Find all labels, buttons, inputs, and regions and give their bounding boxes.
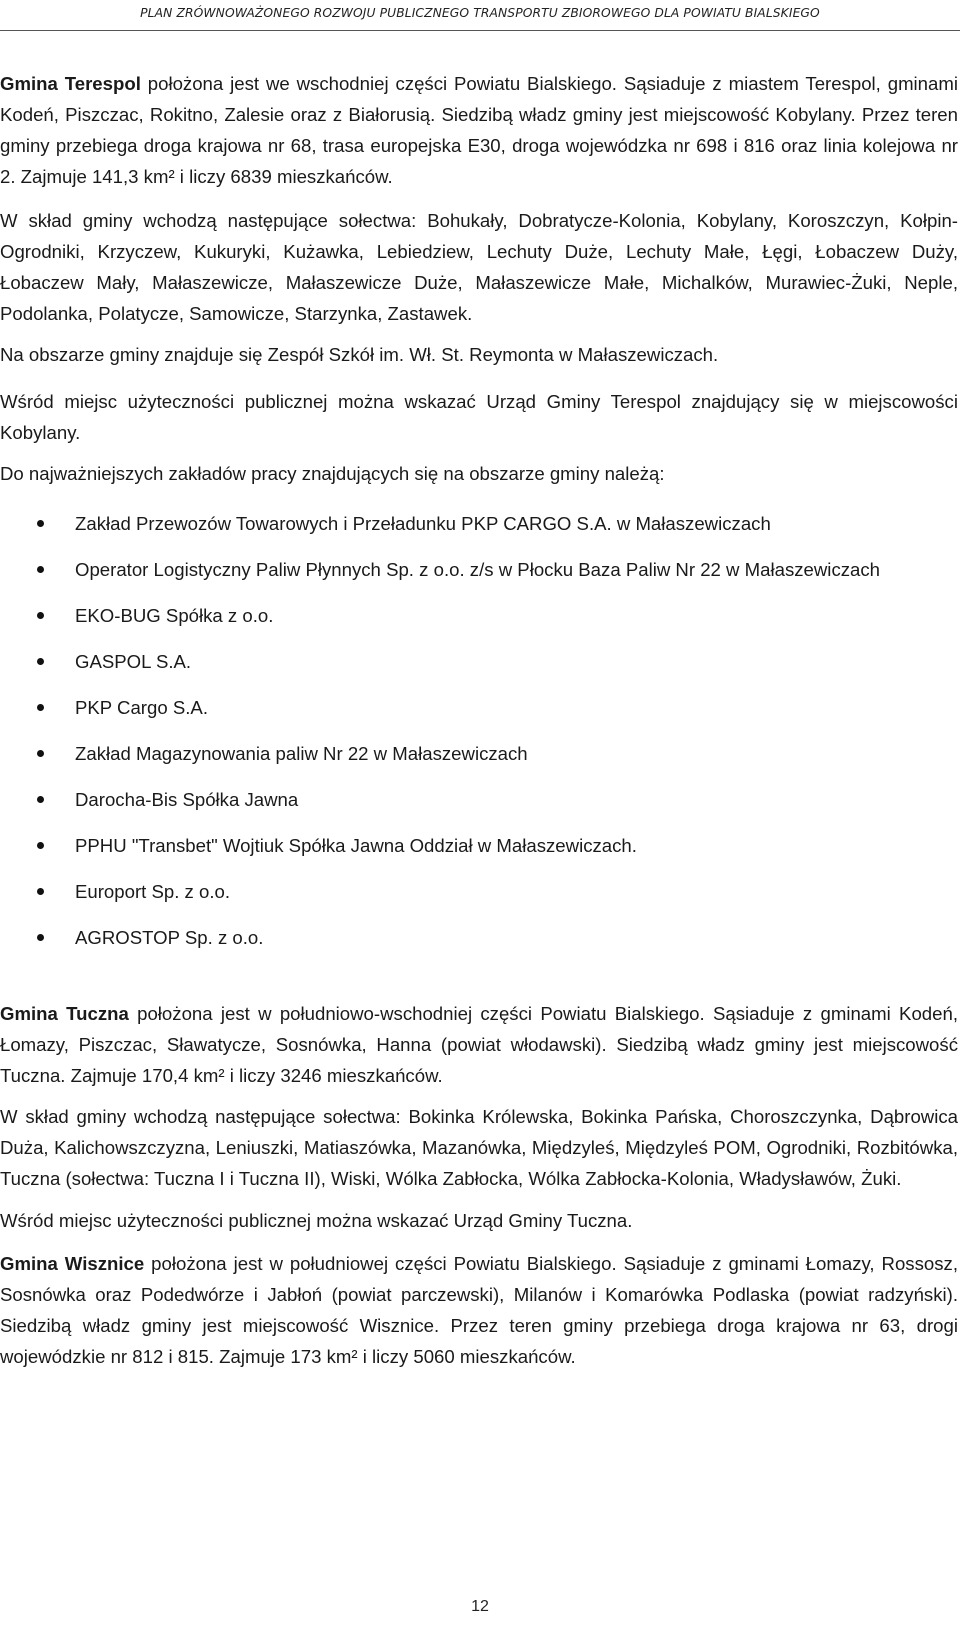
terespol-employers-intro: Do najważniejszych zakładów pracy znajdujących się na obszarze gminy należą:	[0, 463, 665, 484]
tuczna-intro-paragraph	[0, 998, 958, 1091]
list-item	[0, 784, 958, 815]
list-item-text: GASPOL S.A.	[75, 651, 192, 672]
terespol-employers-list	[0, 508, 958, 953]
list-item	[0, 876, 958, 907]
page-header	[0, 0, 960, 30]
list-item	[0, 738, 958, 769]
bullet-icon	[37, 796, 44, 803]
bullet-icon	[37, 888, 44, 895]
bullet-icon	[37, 612, 44, 619]
terespol-school-paragraph: Na obszarze gminy znajduje się Zespół Szkół im. Wł. St. Reymonta w Małaszewiczach.	[0, 344, 719, 365]
bullet-icon	[37, 704, 44, 711]
list-item	[0, 600, 958, 631]
terespol-intro-text: położona jest we wschodniej części Powiatu Bialskiego. Sąsiaduje z miastem Terespol, gminami Kodeń, Piszczac, Rokitno, Zalesie oraz z Białorusią. Siedzibą władz gminy jest miejscowość Kobylany. Przez teren gminy przebiega droga krajowa nr 68, trasa europejska E30, droga wojewódzka nr 698 i 816 oraz linia kolejowa nr 2. Zajmuje 141,3 km² i liczy 6839 mieszkańców.	[0, 73, 958, 187]
list-item-text: EKO-BUG Spółka z o.o.	[75, 605, 274, 626]
terespol-name: Gmina Terespol	[0, 73, 141, 94]
bullet-icon	[37, 934, 44, 941]
bullet-icon	[37, 566, 44, 573]
list-item-text: PPHU "Transbet" Wojtiuk Spółka Jawna Oddział w Małaszewiczach.	[75, 835, 637, 856]
terespol-public-places-paragraph: Wśród miejsc użyteczności publicznej można wskazać Urząd Gminy Terespol znajdujący się w miejscowości Kobylany.	[0, 391, 958, 443]
document-body	[0, 68, 958, 1372]
page-number: 12	[471, 1598, 489, 1615]
list-item	[0, 830, 958, 861]
tuczna-intro-text: położona jest w południowo-wschodniej części Powiatu Bialskiego. Sąsiaduje z gminami Kodeń, Łomazy, Piszczac, Sławatycze, Sosnówka, Hanna (powiat włodawski). Siedzibą władz gminy jest miejscowość Tuczna. Zajmuje 170,4 km² i liczy 3246 mieszkańców.	[0, 1003, 958, 1086]
bullet-icon	[37, 750, 44, 757]
list-item-text: Operator Logistyczny Paliw Płynnych Sp. z o.o. z/s w Płocku Baza Paliw Nr 22 w Małaszewiczach	[75, 559, 881, 580]
list-item	[0, 646, 958, 677]
terespol-intro-paragraph	[0, 68, 958, 192]
list-item-text: PKP Cargo S.A.	[75, 697, 208, 718]
list-item	[0, 922, 958, 953]
document-title: PLAN ZRÓWNOWAŻONEGO ROZWOJU PUBLICZNEGO TRANSPORTU ZBIOROWEGO DLA POWIATU BIALSKIEGO	[140, 6, 820, 20]
list-item	[0, 692, 958, 723]
list-item	[0, 554, 958, 585]
list-item-text: Europort Sp. z o.o.	[75, 881, 231, 902]
header-rule	[0, 30, 960, 31]
wisznice-name: Gmina Wisznice	[0, 1253, 145, 1274]
bullet-icon	[37, 658, 44, 665]
list-item-text: AGROSTOP Sp. z o.o.	[75, 927, 264, 948]
tuczna-solectwa-paragraph: W skład gminy wchodzą następujące sołectwa: Bokinka Królewska, Bokinka Pańska, Choroszczynka, Dąbrowica Duża, Kalichowszczyzna, Leniuszki, Matiaszówka, Mazanówka, Międzyleś, Międzyleś POM, Ogrodniki, Rozbitówka, Tuczna (sołectwa: Tuczna I i Tuczna II), Wiski, Wólka Zabłocka, Wólka Zabłocka-Kolonia, Władysławów, Żuki.	[0, 1106, 958, 1189]
wisznice-intro-paragraph	[0, 1248, 958, 1372]
tuczna-name: Gmina Tuczna	[0, 1003, 129, 1024]
list-item-text: Zakład Przewozów Towarowych i Przeładunku PKP CARGO S.A. w Małaszewiczach	[75, 513, 771, 534]
bullet-icon	[37, 520, 44, 527]
list-item	[0, 508, 958, 539]
tuczna-public-places-paragraph: Wśród miejsc użyteczności publicznej można wskazać Urząd Gminy Tuczna.	[0, 1210, 633, 1231]
terespol-solectwa-paragraph: W skład gminy wchodzą następujące sołectwa: Bohukały, Dobratycze-Kolonia, Kobylany, Koroszczyn, Kołpin-Ogrodniki, Krzyczew, Kukuryki, Kużawka, Lebiedziew, Lechuty Duże, Lechuty Małe, Łęgi, Łobaczew Duży, Łobaczew Mały, Małaszewicze, Małaszewicze Duże, Małaszewicze Małe, Michalków, Murawiec-Żuki, Neple, Podolanka, Polatycze, Samowicze, Starzynka, Zastawek.	[0, 210, 958, 324]
bullet-icon	[37, 842, 44, 849]
list-item-text: Zakład Magazynowania paliw Nr 22 w Małaszewiczach	[75, 743, 528, 764]
list-item-text: Darocha-Bis Spółka Jawna	[75, 789, 299, 810]
wisznice-intro-text: położona jest w południowej części Powiatu Bialskiego. Sąsiaduje z gminami Łomazy, Rossosz, Sosnówka oraz Podedwórze i Jabłoń (powiat parczewski), Milanów i Komarówka Podlaska (powiat radzyński). Siedzibą władz gminy jest miejscowość Wisznice. Przez teren gminy przebiega droga krajowa nr 63, drogi wojewódzkie nr 812 i 815. Zajmuje 173 km² i liczy 5060 mieszkańców.	[0, 1253, 958, 1367]
